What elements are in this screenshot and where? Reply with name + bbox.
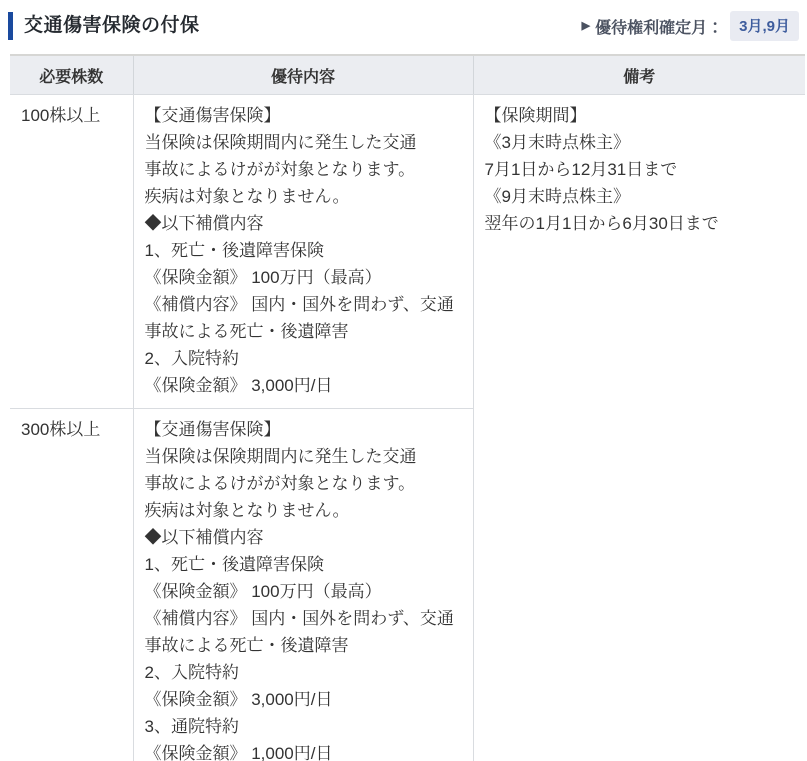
text-line: 《9月末時点株主》 xyxy=(484,187,630,206)
arrow-right-icon: ▶ xyxy=(581,19,591,32)
column-header-shares: 必要株数 xyxy=(10,55,133,95)
benefit-table xyxy=(10,54,805,761)
text-line: 《補償内容》 国内・国外を問わず、交通 xyxy=(144,609,454,628)
rights-determination-label: 優待権利確定月： xyxy=(595,19,724,37)
text-line: 事故によるけがが対象となります。 xyxy=(144,474,416,493)
shares-cell: 100株以上 xyxy=(10,95,133,409)
rights-months-badge: 3月,9月 xyxy=(730,11,799,41)
table-header-row xyxy=(10,55,805,95)
benefit-cell xyxy=(133,95,473,409)
table-row xyxy=(10,95,805,409)
text-line: 事故による死亡・後遺障害 xyxy=(144,636,349,655)
text-line: 事故による死亡・後遺障害 xyxy=(144,322,349,341)
text-line: ◆以下補償内容 xyxy=(144,528,264,547)
text-line: 【保険期間】 xyxy=(484,106,587,125)
text-line: ◆以下補償内容 xyxy=(144,214,264,233)
text-line: 《3月末時点株主》 xyxy=(484,133,630,152)
section-title: 交通傷害保険の付保 xyxy=(8,12,200,40)
text-line: 《保険金額》 3,000円/日 xyxy=(144,690,333,709)
text-line: 1、死亡・後遺障害保険 xyxy=(144,555,324,574)
section-header xyxy=(8,11,799,41)
text-line: 【交通傷害保険】 xyxy=(144,106,281,125)
column-header-benefit: 優待内容 xyxy=(133,55,473,95)
text-line: 翌年の1月1日から6月30日まで xyxy=(484,214,719,233)
text-line: 1、死亡・後遺障害保険 xyxy=(144,241,324,260)
remarks-cell xyxy=(473,95,805,761)
text-line: 《保険金額》 3,000円/日 xyxy=(144,376,333,395)
shares-cell: 300株以上 xyxy=(21,420,101,439)
text-line: 7月1日から12月31日まで xyxy=(484,160,678,179)
text-line: 【交通傷害保険】 xyxy=(144,420,281,439)
benefit-cell xyxy=(133,409,473,761)
text-line: 3、通院特約 xyxy=(144,717,239,736)
text-line: 当保険は保険期間内に発生した交通 xyxy=(144,133,417,152)
text-line: 2、入院特約 xyxy=(144,349,239,368)
rights-determination-info xyxy=(582,11,799,41)
text-line: 疾病は対象となりません。 xyxy=(144,501,350,520)
text-line: 疾病は対象となりません。 xyxy=(144,187,350,206)
text-line: 《保険金額》 100万円（最高） xyxy=(144,582,382,601)
text-line: 2、入院特約 xyxy=(144,663,239,682)
text-line: 当保険は保険期間内に発生した交通 xyxy=(144,447,417,466)
column-header-remarks: 備考 xyxy=(473,55,805,95)
text-line: 《保険金額》 100万円（最高） xyxy=(144,268,382,287)
text-line: 事故によるけがが対象となります。 xyxy=(144,160,416,179)
text-line: 《補償内容》 国内・国外を問わず、交通 xyxy=(144,295,454,314)
text-line: 《保険金額》 1,000円/日 xyxy=(144,744,333,761)
